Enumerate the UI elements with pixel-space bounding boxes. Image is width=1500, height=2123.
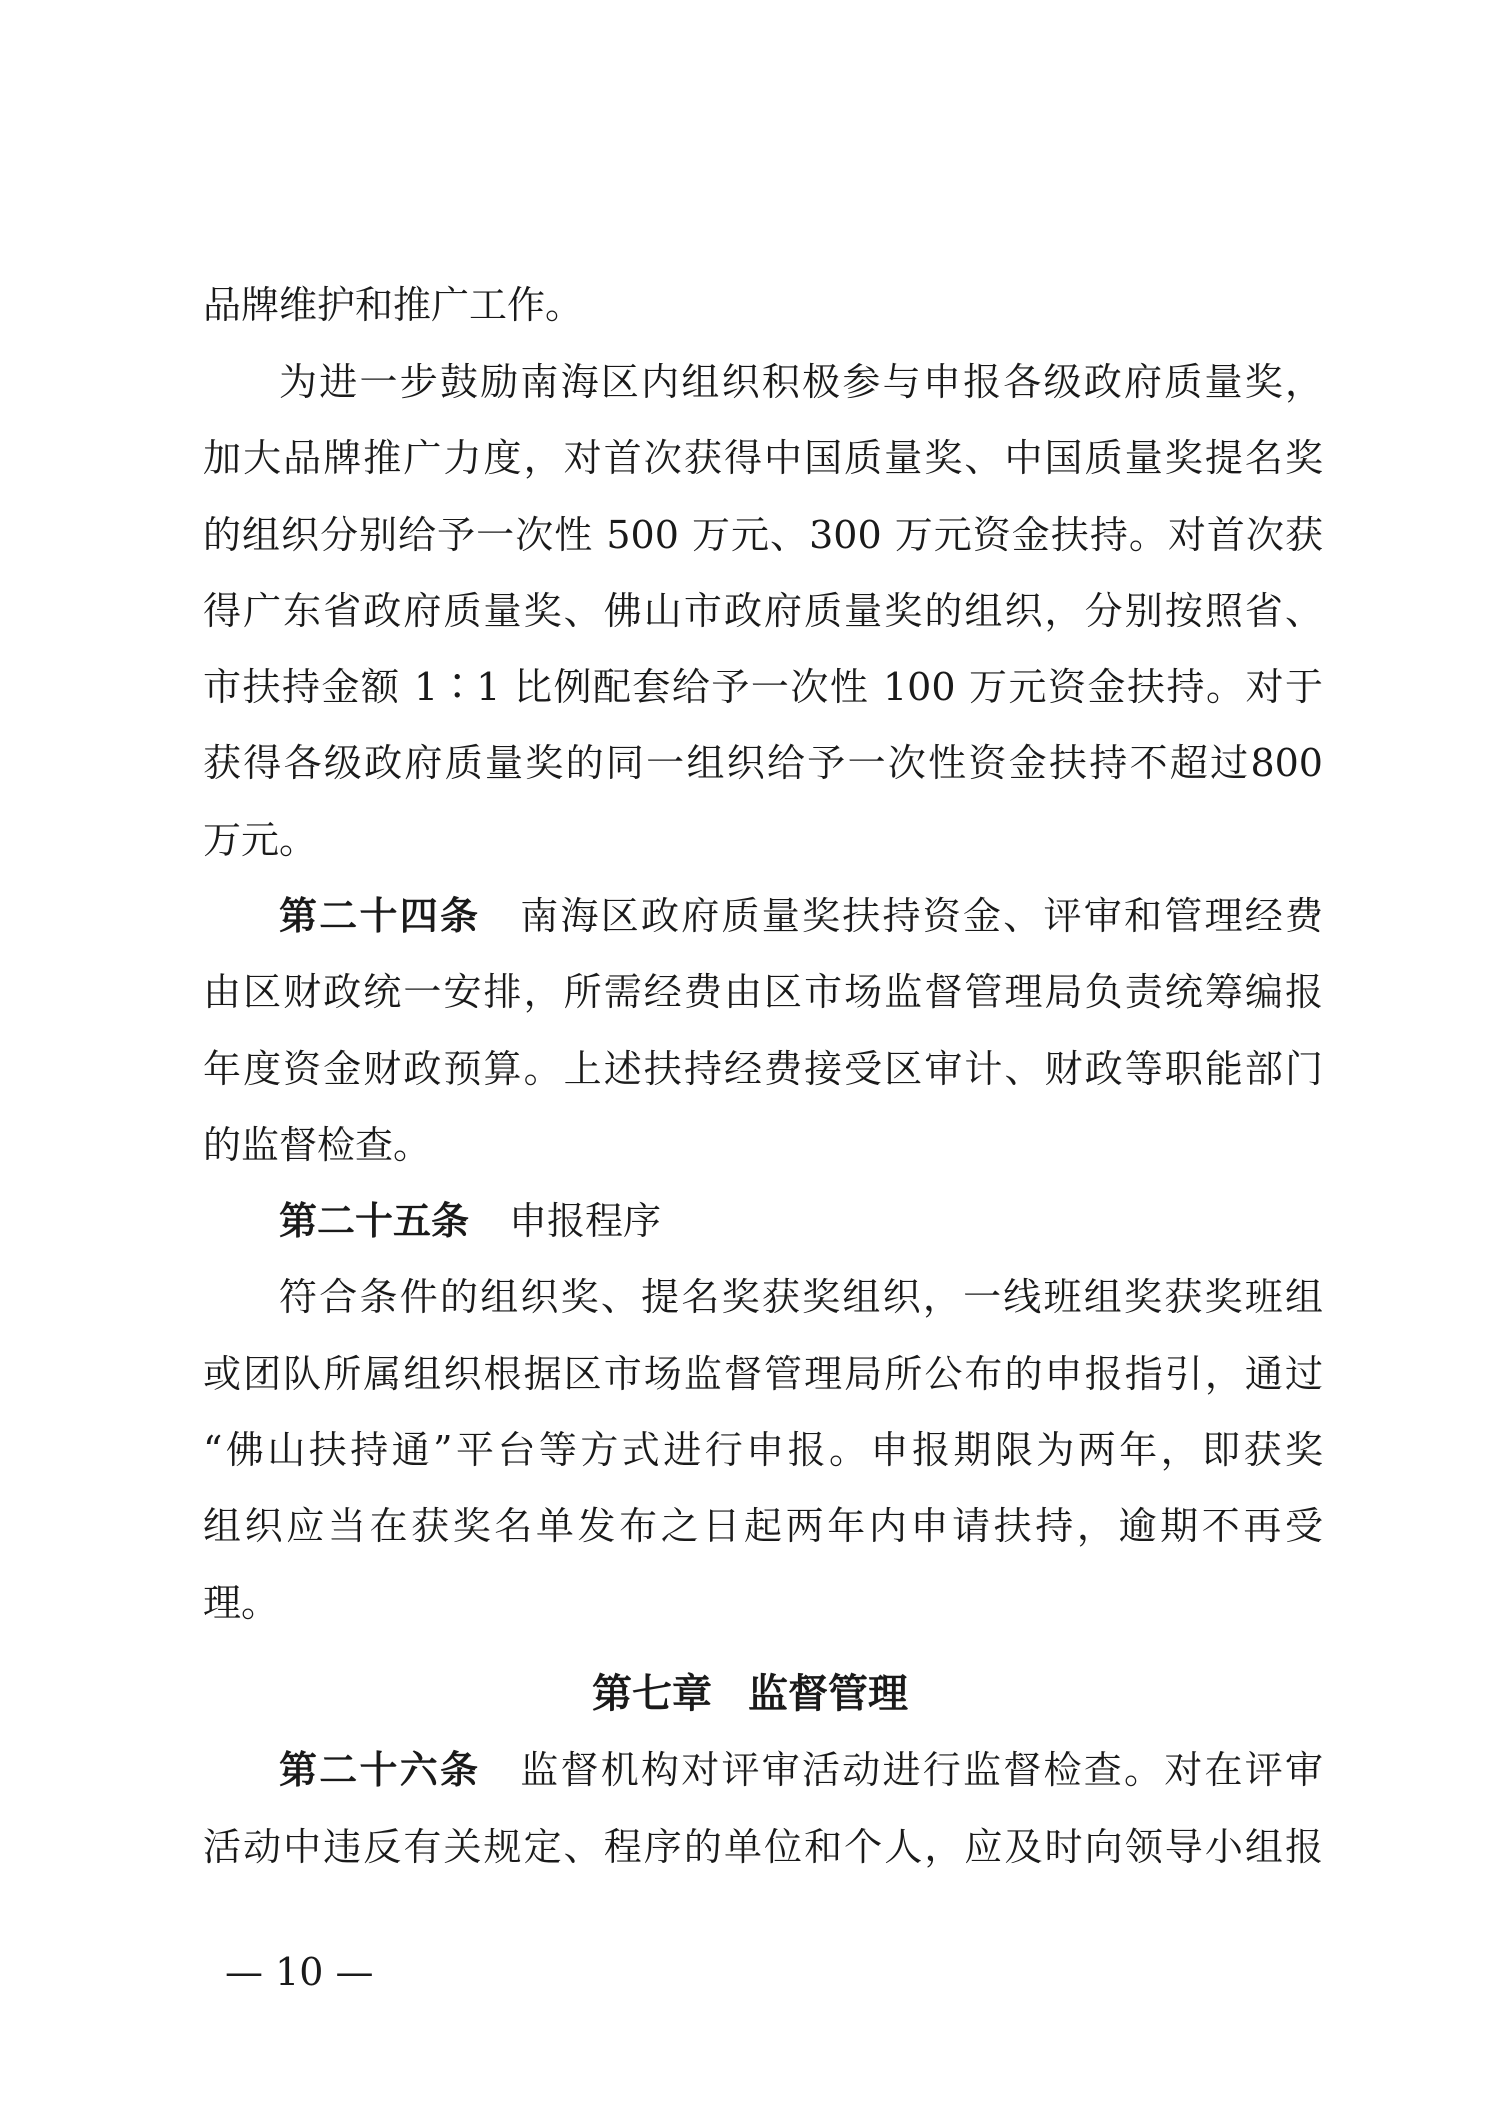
article-25-title: 申报程序: [509, 1199, 662, 1243]
article-26-text: 监督机构对评审活动进行监督检查。对在评审: [520, 1748, 1323, 1792]
paragraph-line: 市扶持金额 1∶1 比例配套给予一次性 100 万元资金扶持。对于: [203, 665, 1323, 709]
article-24-text: 南海区政府质量奖扶持资金、评审和管理经费: [520, 894, 1323, 938]
paragraph-line: 获得各级政府质量奖的同一组织给予一次性资金扶持不超过800: [203, 741, 1323, 785]
article-24-first-line: [279, 886, 1323, 946]
paragraph-line: 为进一步鼓励南海区内组织积极参与申报各级政府质量奖，: [279, 360, 1323, 404]
page-number: — 10 —: [225, 1950, 374, 1994]
paragraph-line: “佛山扶持通”平台等方式进行申报。申报期限为两年，即获奖: [203, 1428, 1323, 1472]
paragraph-line: 或团队所属组织根据区市场监督管理局所公布的申报指引，通过: [203, 1352, 1323, 1396]
paragraph-line: 得广东省政府质量奖、佛山市政府质量奖的组织，分别按照省、: [203, 589, 1323, 633]
paragraph-line: 符合条件的组织奖、提名奖获奖组织，一线班组奖获奖班组: [279, 1275, 1323, 1319]
paragraph-line: 由区财政统一安排，所需经费由区市场监督管理局负责统筹编报: [203, 970, 1323, 1014]
paragraph-line: 加大品牌推广力度，对首次获得中国质量奖、中国质量奖提名奖: [203, 436, 1323, 480]
chapter-title: 监督管理: [748, 1671, 908, 1717]
article-26-first-line: [279, 1740, 1323, 1800]
paragraph-line: 年度资金财政预算。上述扶持经费接受区审计、财政等职能部门: [203, 1047, 1323, 1091]
paragraph-line: 品牌维护和推广工作。: [203, 283, 584, 327]
article-24-label: 第二十四条: [279, 894, 481, 938]
paragraph-line: 的监督检查。: [203, 1123, 432, 1167]
paragraph-line: 的组织分别给予一次性 500 万元、300 万元资金扶持。对首次获: [203, 513, 1323, 557]
chapter-heading: [0, 1664, 1500, 1724]
paragraph-line: 组织应当在获奖名单发布之日起两年内申请扶持，逾期不再受: [203, 1504, 1323, 1548]
paragraph-line: 万元。: [203, 818, 318, 862]
article-25-line: [279, 1191, 1323, 1251]
article-26-label: 第二十六条: [279, 1748, 481, 1792]
article-25-label: 第二十五条: [279, 1199, 470, 1243]
paragraph-line: 理。: [203, 1581, 280, 1625]
chapter-number: 第七章: [592, 1671, 712, 1717]
paragraph-line: 活动中违反有关规定、程序的单位和个人，应及时向领导小组报: [203, 1825, 1323, 1869]
